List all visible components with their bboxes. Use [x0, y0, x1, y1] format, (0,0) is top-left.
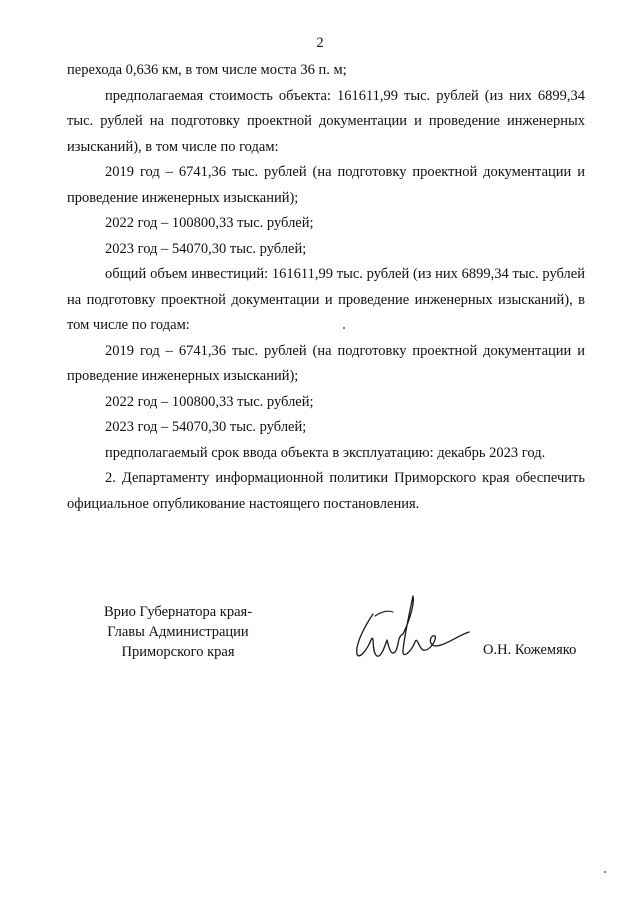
paragraph-cost-2019: 2019 год – 6741,36 тыс. рублей (на подготовку проектной документации и проведение инженерных изысканий);	[67, 164, 585, 206]
signature-block	[0, 602, 640, 682]
signer-title	[78, 602, 278, 662]
paragraph-total-investment: общий объем инвестиций: 161611,99 тыс. рублей (из них 6899,34 тыс. рублей на подготовку проектной документации и проведение инженерных изысканий), в том числе по годам:	[67, 266, 585, 333]
paragraph-bridge-length: перехода 0,636 км, в том числе моста 36 п. м;	[67, 62, 347, 78]
paragraph-cost-2023: 2023 год – 54070,30 тыс. рублей;	[105, 240, 307, 257]
scan-speck	[343, 327, 345, 329]
paragraph-investment-2023: 2023 год – 54070,30 тыс. рублей;	[105, 419, 307, 435]
paragraph-investment-2022: 2022 год – 100800,33 тыс. рублей;	[105, 393, 314, 410]
page-number: 2	[316, 35, 324, 51]
paragraph-estimated-cost: предполагаемая стоимость объекта: 161611,99 тыс. рублей (из них 6899,34 тыс. рублей на подготовку проектной документации и проведение инженерных изысканий), в том числе по годам:	[67, 87, 585, 155]
signer-title-line: Приморского края	[121, 644, 235, 660]
signer-title-line: Врио Губернатора края-	[103, 604, 253, 620]
paragraph-commissioning-date: предполагаемый срок ввода объекта в эксплуатацию: декабрь 2023 год.	[105, 444, 546, 461]
handwritten-signature	[345, 592, 475, 672]
paragraph-publication-order: 2. Департаменту информационной политики Приморского края обеспечить официальное опубликование настоящего постановления.	[67, 470, 585, 512]
paragraph-investment-2019: 2019 год – 6741,36 тыс. рублей (на подготовку проектной документации и проведение инженерных изысканий);	[67, 342, 585, 384]
document-body	[67, 58, 585, 517]
signer-title-line: Главы Администрации	[107, 624, 249, 640]
paragraph-cost-2022: 2022 год – 100800,33 тыс. рублей;	[105, 215, 314, 231]
scan-speck	[604, 871, 606, 873]
signer-name: О.Н. Кожемяко	[483, 642, 577, 658]
